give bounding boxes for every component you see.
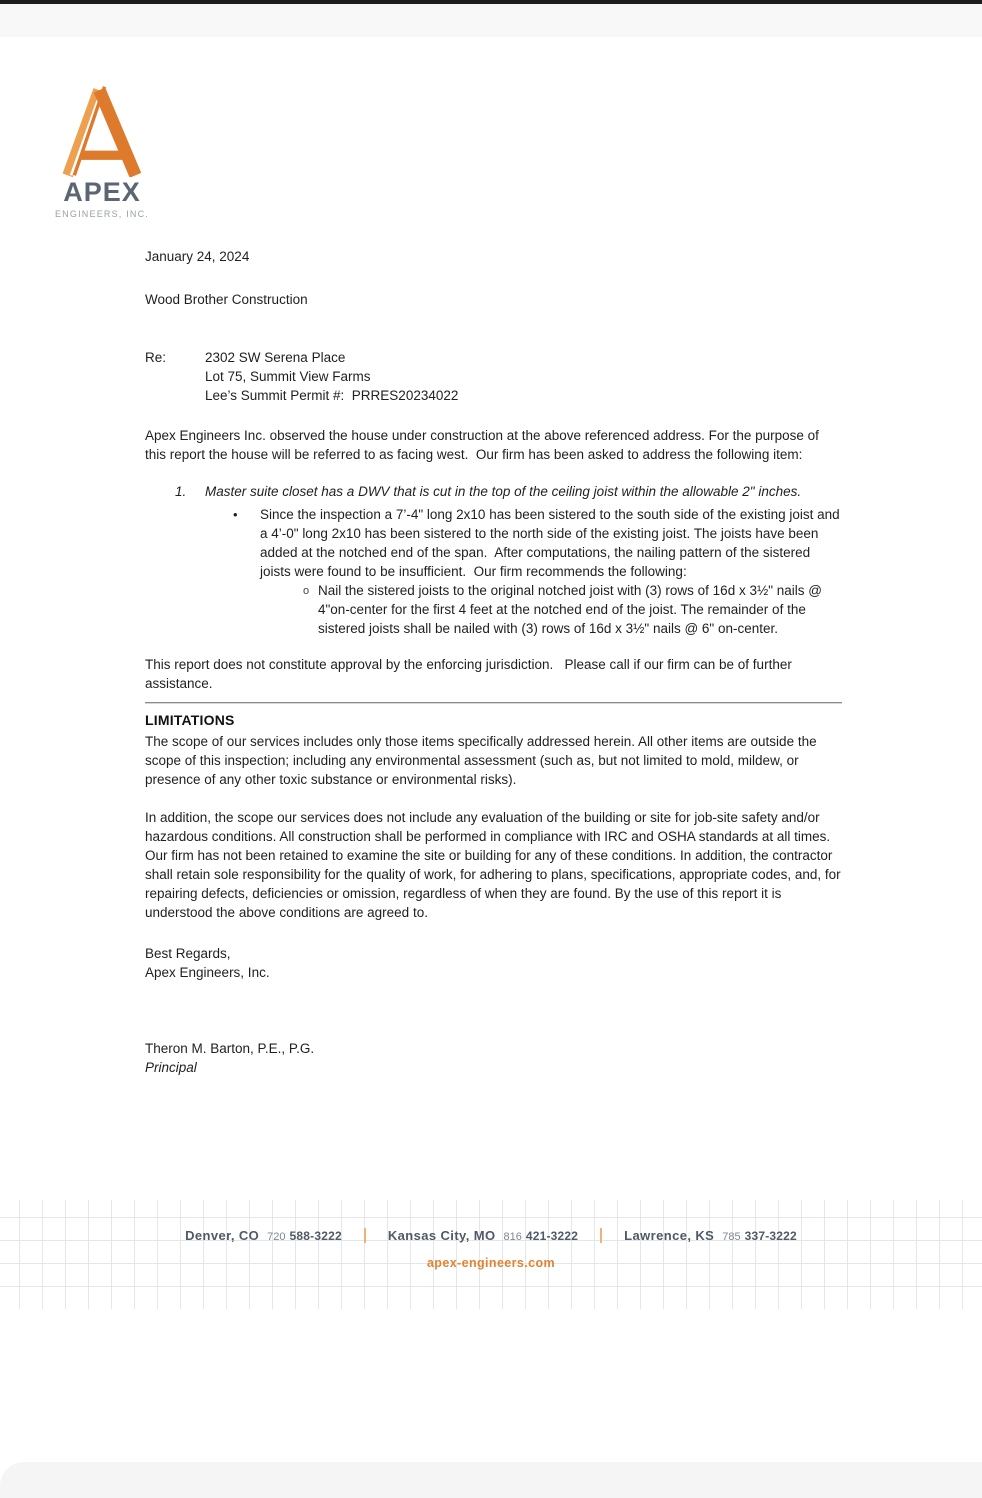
office-location-lawrence bbox=[624, 1228, 797, 1243]
viewport-top-strip bbox=[0, 4, 982, 37]
numbered-item-1 bbox=[175, 482, 842, 501]
numbered-item-text: Master suite closet has a DWV that is cut in the top of the ceiling joist within the allowable 2" inches. bbox=[205, 484, 802, 499]
office-locations-row bbox=[0, 1200, 982, 1243]
signature-block bbox=[145, 944, 842, 982]
location-city: Lawrence, KS bbox=[624, 1228, 715, 1243]
letterhead-footer bbox=[0, 1200, 982, 1309]
location-area-code: 720 bbox=[267, 1231, 286, 1243]
closing-note-paragraph: This report does not constitute approval by the enforcing jurisdiction. Please call if our firm can be of further assistance. bbox=[145, 657, 796, 691]
viewport-bottom-strip bbox=[0, 1462, 982, 1498]
re-permit-line: Lee’s Summit Permit #: PRRES20234022 bbox=[205, 388, 459, 403]
numbered-item-marker: 1. bbox=[175, 484, 187, 499]
intro-paragraph: Apex Engineers Inc. observed the house under construction at the above referenced address. For the purpose of this report the house will be referred to as facing west. Our firm has been asked to address the following item: bbox=[145, 428, 823, 462]
location-city: Denver, CO bbox=[185, 1228, 260, 1243]
re-label: Re: bbox=[145, 350, 167, 365]
sub-bullet-text: Nail the sistered joists to the original notched joist with (3) rows of 16d x 3½" nails @ 4"on-center for the first 4 feet at the notched end of the joist. The remainder of the sistered joists shall be nailed with (3) rows of 16d x 3½" nails @ 6" on-center. bbox=[318, 583, 826, 636]
re-block bbox=[145, 348, 842, 405]
limitations-heading: LIMITATIONS bbox=[145, 712, 235, 728]
sub-bullet-marker: o bbox=[303, 585, 310, 597]
letter-page bbox=[0, 37, 982, 1462]
limitations-paragraph-1: The scope of our services includes only those items specifically addressed herein. All other items are outside the scope of this inspection; including any environmental assessment (such as, but not limited to mold, mildew, or presence of any other toxic substance or environmental risks). bbox=[145, 734, 821, 787]
re-address-line: Lot 75, Summit View Farms bbox=[205, 369, 371, 384]
bullet-item bbox=[233, 505, 842, 581]
location-phone: 337-3222 bbox=[744, 1229, 797, 1243]
regards-line: Best Regards, bbox=[145, 946, 231, 961]
re-address-line: 2302 SW Serena Place bbox=[205, 350, 346, 365]
location-area-code: 785 bbox=[722, 1231, 741, 1243]
letter-body bbox=[145, 37, 845, 1077]
location-city: Kansas City, MO bbox=[387, 1228, 496, 1243]
company-line: Apex Engineers, Inc. bbox=[145, 965, 270, 980]
bullet-marker: • bbox=[233, 507, 238, 522]
letter-date: January 24, 2024 bbox=[145, 249, 250, 264]
signer-block bbox=[145, 1039, 842, 1077]
location-separator bbox=[600, 1228, 602, 1243]
section-divider bbox=[145, 702, 842, 704]
company-logo bbox=[52, 85, 152, 219]
recipient-name: Wood Brother Construction bbox=[145, 292, 308, 307]
location-separator bbox=[364, 1228, 366, 1243]
signer-name: Theron M. Barton, P.E., P.G. bbox=[145, 1041, 315, 1056]
re-address bbox=[205, 348, 458, 405]
sub-bullet-item bbox=[303, 581, 842, 638]
location-area-code: 816 bbox=[503, 1231, 522, 1243]
location-phone: 421-3222 bbox=[525, 1229, 579, 1243]
logo-brand-text: APEX bbox=[63, 177, 141, 207]
office-location-denver bbox=[185, 1228, 342, 1243]
limitations-paragraph-2: In addition, the scope our services does not include any evaluation of the building or site for job-site safety and/or hazardous conditions. All construction shall be performed in compliance with IRC and OSHA standards at all times. Our firm has not been retained to examine the site or building for any of these conditions. In addition, the contractor shall retain sole responsibility for the quality of work, for adhering to plans, specifications, appropriate codes, and, for repairing defects, deficiencies or omission, regardless of when they are found. By the use of this report it is understood the above conditions are agreed to. bbox=[145, 810, 845, 920]
website-link[interactable]: apex-engineers.com bbox=[426, 1256, 556, 1270]
signer-title: Principal bbox=[145, 1060, 197, 1075]
location-phone: 588-3222 bbox=[289, 1229, 342, 1243]
office-location-kansas-city bbox=[388, 1228, 578, 1243]
apex-a-icon bbox=[52, 85, 152, 177]
logo-subtitle-text: ENGINEERS, INC. bbox=[54, 209, 149, 219]
bullet-text: Since the inspection a 7’-4" long 2x10 has been sistered to the south side of the existing joist and a 4’-0" long 2x10 has been sistered to the north side of the existing joist. The joists have been added at the notched end of the span. After computations, the nailing pattern of the sistered joists were found to be insufficient. Our firm recommends the following: bbox=[260, 507, 844, 579]
